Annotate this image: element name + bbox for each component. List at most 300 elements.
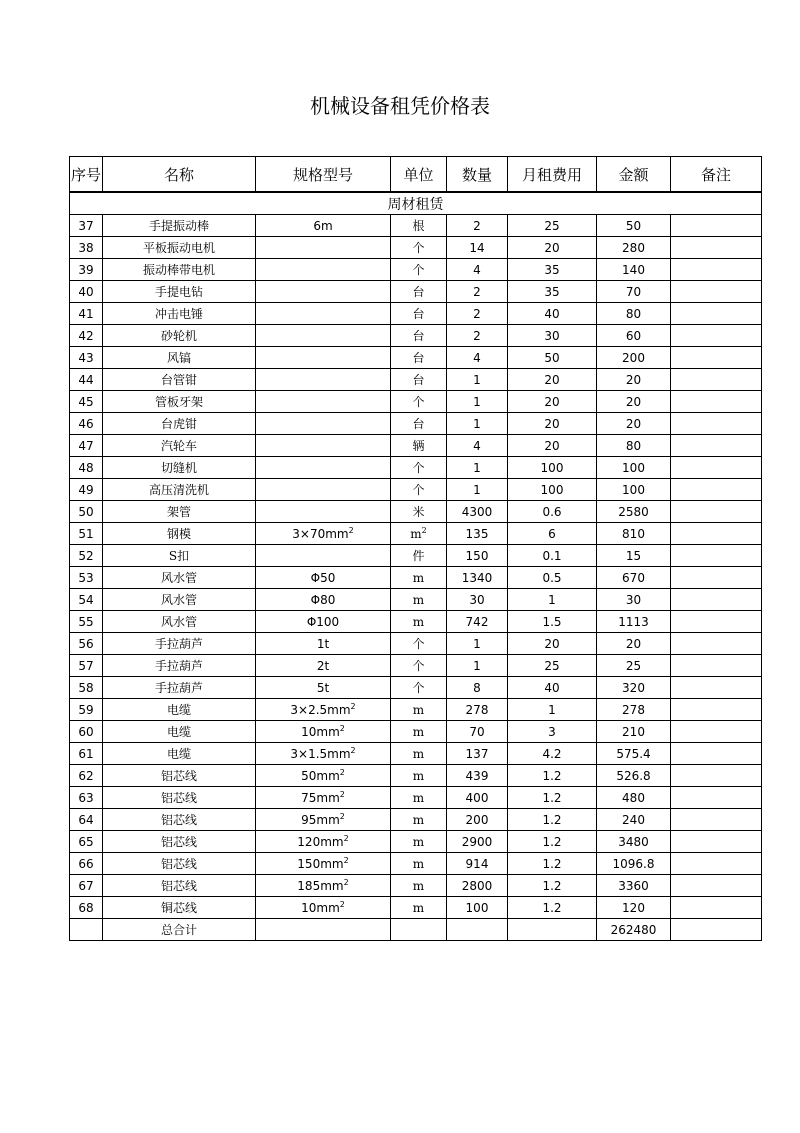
cell-note — [671, 347, 762, 369]
cell-name-text: 铜芯线 — [160, 901, 197, 915]
cell-rent-text: 4.2 — [542, 746, 562, 761]
cell-amount — [597, 633, 671, 655]
cell-rent — [508, 325, 597, 347]
cell-unit — [391, 721, 447, 743]
cell-amount — [597, 259, 671, 281]
cell-amount-text: 2580 — [618, 504, 649, 519]
cell-rent — [508, 567, 597, 589]
cell-rent-text: 20 — [544, 394, 560, 409]
cell-spec — [256, 677, 391, 699]
cell-no — [70, 325, 103, 347]
cell-note — [671, 413, 762, 435]
cell-name — [103, 369, 256, 391]
cell-unit — [391, 281, 447, 303]
cell-name-text: 手提电钻 — [154, 285, 203, 299]
cell-unit-text: m — [412, 702, 425, 717]
cell-no-text: 63 — [78, 790, 94, 805]
cell-name-text: 电缆 — [166, 747, 191, 761]
cell-rent-text: 20 — [544, 416, 560, 431]
cell-rent-text: 3 — [548, 724, 556, 739]
cell-name — [103, 677, 256, 699]
cell-qty-text: 1 — [473, 658, 481, 673]
cell-spec-text: 75mm — [301, 791, 340, 805]
cell-unit — [391, 743, 447, 765]
cell-qty — [447, 611, 508, 633]
cell-qty — [447, 633, 508, 655]
cell-amount-text: 100 — [622, 460, 645, 475]
cell-rent — [508, 215, 597, 237]
total-row — [70, 919, 762, 941]
cell-amount — [597, 347, 671, 369]
cell-name — [103, 457, 256, 479]
cell-unit — [391, 347, 447, 369]
table-row — [70, 611, 762, 633]
cell-rent — [508, 347, 597, 369]
table-row — [70, 259, 762, 281]
document-title: 机械设备租凭价格表 — [310, 94, 490, 118]
cell-name — [103, 413, 256, 435]
cell-name — [103, 875, 256, 897]
cell-note — [671, 435, 762, 457]
cell-name — [103, 655, 256, 677]
cell-amount — [597, 369, 671, 391]
cell-amount — [597, 215, 671, 237]
cell-qty — [447, 369, 508, 391]
total-empty-cell — [508, 919, 597, 941]
cell-rent — [508, 611, 597, 633]
cell-name — [103, 589, 256, 611]
cell-note — [671, 765, 762, 787]
cell-rent-text: 0.6 — [542, 504, 562, 519]
cell-note — [671, 237, 762, 259]
cell-no — [70, 413, 103, 435]
cell-qty — [447, 523, 508, 545]
cell-name-text: 铝芯线 — [160, 769, 197, 783]
cell-amount — [597, 677, 671, 699]
cell-note — [671, 567, 762, 589]
cell-spec-superscript: 2 — [339, 900, 345, 909]
cell-no — [70, 237, 103, 259]
cell-rent — [508, 281, 597, 303]
cell-rent — [508, 369, 597, 391]
cell-unit-text: 台 — [412, 373, 425, 387]
header-cell-rent: 月租费用 — [508, 157, 597, 193]
cell-no — [70, 523, 103, 545]
cell-unit — [391, 875, 447, 897]
cell-name — [103, 325, 256, 347]
cell-no — [70, 897, 103, 919]
cell-note — [671, 501, 762, 523]
cell-spec — [256, 655, 391, 677]
cell-unit-superscript: 2 — [421, 526, 427, 535]
cell-rent-text: 100 — [540, 460, 564, 475]
cell-no — [70, 347, 103, 369]
cell-note — [671, 897, 762, 919]
cell-spec — [256, 765, 391, 787]
cell-unit — [391, 677, 447, 699]
cell-no-text: 50 — [78, 504, 94, 519]
cell-spec-superscript: 2 — [339, 812, 345, 821]
cell-unit-text: 个 — [412, 483, 425, 497]
cell-spec-text: 6m — [313, 218, 333, 233]
rental-price-table — [69, 156, 762, 941]
cell-spec-superscript: 2 — [343, 878, 349, 887]
cell-qty — [447, 413, 508, 435]
cell-amount — [597, 875, 671, 897]
total-empty-cell — [447, 919, 508, 941]
cell-rent-text: 100 — [540, 482, 564, 497]
cell-unit-text: 个 — [412, 681, 425, 695]
cell-rent — [508, 633, 597, 655]
cell-note — [671, 325, 762, 347]
cell-no — [70, 435, 103, 457]
cell-no-text: 48 — [78, 460, 94, 475]
cell-unit-text: m — [412, 856, 425, 871]
cell-qty — [447, 721, 508, 743]
cell-amount — [597, 545, 671, 567]
cell-note — [671, 457, 762, 479]
cell-spec-superscript: 2 — [350, 702, 356, 711]
cell-name — [103, 853, 256, 875]
cell-rent-text: 20 — [544, 636, 560, 651]
cell-qty-text: 1 — [473, 636, 481, 651]
cell-amount — [597, 391, 671, 413]
cell-spec — [256, 875, 391, 897]
cell-spec — [256, 501, 391, 523]
cell-qty — [447, 479, 508, 501]
cell-unit-text: 个 — [412, 461, 425, 475]
cell-qty — [447, 545, 508, 567]
cell-spec — [256, 435, 391, 457]
cell-rent — [508, 787, 597, 809]
cell-unit-text: 米 — [412, 505, 425, 519]
table-row — [70, 633, 762, 655]
cell-amount-text: 320 — [622, 680, 645, 695]
cell-no — [70, 787, 103, 809]
cell-rent-text: 1.2 — [542, 878, 562, 893]
cell-name — [103, 303, 256, 325]
cell-rent — [508, 545, 597, 567]
cell-spec — [256, 281, 391, 303]
cell-unit-text: 台 — [412, 285, 425, 299]
cell-name — [103, 237, 256, 259]
cell-no-text: 59 — [78, 702, 94, 717]
cell-name-text: 台管钳 — [160, 373, 197, 387]
cell-unit — [391, 699, 447, 721]
cell-unit — [391, 523, 447, 545]
table-row — [70, 281, 762, 303]
cell-name-text: 管板牙架 — [154, 395, 203, 409]
cell-no-text: 53 — [78, 570, 94, 585]
cell-amount — [597, 831, 671, 853]
cell-amount — [597, 457, 671, 479]
cell-spec — [256, 699, 391, 721]
table-row — [70, 721, 762, 743]
cell-no — [70, 875, 103, 897]
cell-note — [671, 281, 762, 303]
cell-name — [103, 523, 256, 545]
cell-amount-text: 80 — [625, 306, 642, 321]
cell-qty — [447, 809, 508, 831]
cell-unit — [391, 479, 447, 501]
cell-unit — [391, 413, 447, 435]
cell-spec — [256, 589, 391, 611]
cell-no-text: 68 — [78, 900, 94, 915]
cell-qty-text: 100 — [465, 900, 489, 915]
cell-note — [671, 479, 762, 501]
cell-qty-text: 1 — [473, 460, 481, 475]
cell-unit — [391, 611, 447, 633]
cell-qty-text: 137 — [465, 746, 489, 761]
cell-unit-text: m — [412, 570, 425, 585]
cell-amount — [597, 721, 671, 743]
cell-spec-text: 2t — [316, 658, 330, 673]
cell-unit-text: 辆 — [412, 439, 425, 453]
cell-qty-text: 2900 — [461, 834, 493, 849]
table-row — [70, 831, 762, 853]
cell-spec-text: 3×1.5mm — [290, 747, 351, 761]
cell-spec — [256, 237, 391, 259]
cell-spec — [256, 479, 391, 501]
cell-name-text: 风镐 — [166, 351, 191, 365]
cell-rent — [508, 237, 597, 259]
cell-no — [70, 369, 103, 391]
cell-unit-text: 个 — [412, 263, 425, 277]
cell-amount — [597, 567, 671, 589]
cell-qty — [447, 875, 508, 897]
cell-spec — [256, 545, 391, 567]
cell-note — [671, 523, 762, 545]
header-cell-no: 序号 — [70, 157, 103, 193]
header-cell-spec: 规格型号 — [256, 157, 391, 193]
cell-no — [70, 853, 103, 875]
cell-rent — [508, 743, 597, 765]
cell-name — [103, 545, 256, 567]
cell-amount — [597, 809, 671, 831]
cell-name-text: 风水管 — [160, 615, 197, 629]
cell-qty — [447, 303, 508, 325]
header-cell-qty: 数量 — [447, 157, 508, 193]
cell-note — [671, 391, 762, 413]
cell-name — [103, 567, 256, 589]
cell-name-text: 架管 — [166, 505, 191, 519]
cell-amount-text: 1096.8 — [612, 856, 655, 871]
cell-spec-text: 120mm — [297, 835, 344, 849]
cell-no-text: 56 — [78, 636, 94, 651]
cell-amount-text: 278 — [622, 702, 645, 717]
table-row — [70, 545, 762, 567]
cell-name-text: 切缝机 — [160, 461, 197, 475]
cell-spec-superscript: 2 — [343, 834, 349, 843]
cell-unit — [391, 501, 447, 523]
cell-note — [671, 743, 762, 765]
cell-amount — [597, 655, 671, 677]
cell-note — [671, 677, 762, 699]
table-body — [70, 192, 762, 941]
cell-unit-text: 个 — [412, 241, 425, 255]
cell-rent — [508, 501, 597, 523]
cell-no-text: 39 — [78, 262, 94, 277]
table-row — [70, 347, 762, 369]
cell-qty-text: 14 — [469, 240, 485, 255]
cell-spec — [256, 523, 391, 545]
cell-spec-superscript: 2 — [348, 526, 354, 535]
cell-no-text: 47 — [78, 438, 94, 453]
cell-amount-text: 3360 — [618, 878, 649, 893]
cell-name-text: 铝芯线 — [160, 857, 197, 871]
cell-note — [671, 809, 762, 831]
cell-note — [671, 303, 762, 325]
cell-rent-text: 1.2 — [542, 768, 562, 783]
cell-rent — [508, 391, 597, 413]
cell-name-text: 高压清洗机 — [148, 483, 209, 497]
cell-amount-text: 20 — [625, 636, 642, 651]
cell-amount-text: 200 — [622, 350, 645, 365]
cell-qty — [447, 897, 508, 919]
header-row — [70, 157, 762, 193]
cell-spec-text: Φ80 — [310, 592, 336, 607]
table-row — [70, 589, 762, 611]
cell-no — [70, 567, 103, 589]
cell-spec-text: 1t — [316, 636, 330, 651]
cell-unit — [391, 787, 447, 809]
cell-unit-text: m — [412, 768, 425, 783]
cell-no-text: 60 — [78, 724, 94, 739]
cell-no-text: 65 — [78, 834, 94, 849]
cell-amount — [597, 501, 671, 523]
cell-unit — [391, 215, 447, 237]
cell-no — [70, 589, 103, 611]
cell-rent — [508, 413, 597, 435]
cell-unit-text: 根 — [412, 219, 425, 233]
cell-no — [70, 479, 103, 501]
cell-rent-text: 1.2 — [542, 834, 562, 849]
cell-qty — [447, 853, 508, 875]
table-row — [70, 655, 762, 677]
cell-qty-text: 278 — [465, 702, 489, 717]
cell-rent — [508, 809, 597, 831]
cell-rent-text: 20 — [544, 372, 560, 387]
cell-amount-text: 30 — [625, 592, 642, 607]
cell-rent — [508, 765, 597, 787]
cell-qty-text: 8 — [473, 680, 481, 695]
cell-qty-text: 1 — [473, 372, 481, 387]
cell-no — [70, 501, 103, 523]
cell-qty — [447, 237, 508, 259]
cell-qty-text: 4300 — [461, 504, 493, 519]
cell-qty — [447, 589, 508, 611]
cell-qty — [447, 325, 508, 347]
cell-no-text: 55 — [78, 614, 94, 629]
cell-name — [103, 743, 256, 765]
cell-rent — [508, 897, 597, 919]
cell-spec — [256, 809, 391, 831]
total-empty-cell — [256, 919, 391, 941]
table-row — [70, 391, 762, 413]
cell-qty-text: 742 — [465, 614, 489, 629]
cell-qty — [447, 831, 508, 853]
cell-rent-text: 1 — [548, 702, 556, 717]
cell-unit-text: m — [412, 592, 425, 607]
cell-note — [671, 853, 762, 875]
cell-rent-text: 40 — [544, 306, 560, 321]
cell-rent — [508, 699, 597, 721]
cell-amount-text: 480 — [622, 790, 645, 805]
cell-qty-text: 135 — [465, 526, 489, 541]
cell-unit — [391, 457, 447, 479]
cell-amount — [597, 589, 671, 611]
cell-rent-text: 35 — [544, 284, 560, 299]
header-cell-name: 名称 — [103, 157, 256, 193]
cell-name-text: 平板振动电机 — [142, 241, 215, 255]
cell-spec-text: Φ100 — [306, 614, 340, 629]
cell-rent — [508, 457, 597, 479]
cell-spec — [256, 633, 391, 655]
cell-name — [103, 435, 256, 457]
cell-unit — [391, 809, 447, 831]
cell-rent — [508, 589, 597, 611]
cell-qty — [447, 567, 508, 589]
cell-qty-text: 1 — [473, 416, 481, 431]
cell-name-text: 电缆 — [166, 725, 191, 739]
cell-spec — [256, 347, 391, 369]
cell-no-text: 49 — [78, 482, 94, 497]
cell-amount — [597, 765, 671, 787]
cell-unit — [391, 853, 447, 875]
table-row — [70, 897, 762, 919]
cell-qty — [447, 699, 508, 721]
cell-no-text: 66 — [78, 856, 94, 871]
cell-qty-text: 2 — [473, 328, 481, 343]
cell-rent-text: 1.5 — [542, 614, 562, 629]
cell-rent-text: 1.2 — [542, 790, 562, 805]
cell-unit-text: 台 — [412, 329, 425, 343]
header-cell-unit: 单位 — [391, 157, 447, 193]
cell-name — [103, 809, 256, 831]
section-row — [70, 192, 762, 215]
cell-unit — [391, 589, 447, 611]
table-row — [70, 809, 762, 831]
total-empty-cell — [391, 919, 447, 941]
total-amount: 262480 — [597, 919, 671, 941]
cell-rent-text: 1.2 — [542, 856, 562, 871]
cell-no — [70, 677, 103, 699]
cell-unit-text: 台 — [412, 307, 425, 321]
cell-qty — [447, 391, 508, 413]
total-empty-cell — [671, 919, 762, 941]
cell-amount-text: 240 — [622, 812, 645, 827]
cell-rent-text: 6 — [548, 526, 556, 541]
cell-amount-text: 15 — [625, 548, 642, 563]
cell-qty-text: 2 — [473, 218, 481, 233]
cell-name-text: 手拉葫芦 — [154, 659, 203, 673]
table-row — [70, 325, 762, 347]
cell-note — [671, 721, 762, 743]
cell-note — [671, 589, 762, 611]
cell-qty-text: 1 — [473, 394, 481, 409]
table-row — [70, 523, 762, 545]
cell-note — [671, 633, 762, 655]
table-row — [70, 501, 762, 523]
cell-spec — [256, 743, 391, 765]
cell-rent — [508, 677, 597, 699]
cell-qty — [447, 457, 508, 479]
cell-no-text: 57 — [78, 658, 94, 673]
cell-no — [70, 391, 103, 413]
cell-amount — [597, 699, 671, 721]
cell-qty-text: 200 — [465, 812, 489, 827]
cell-unit — [391, 567, 447, 589]
